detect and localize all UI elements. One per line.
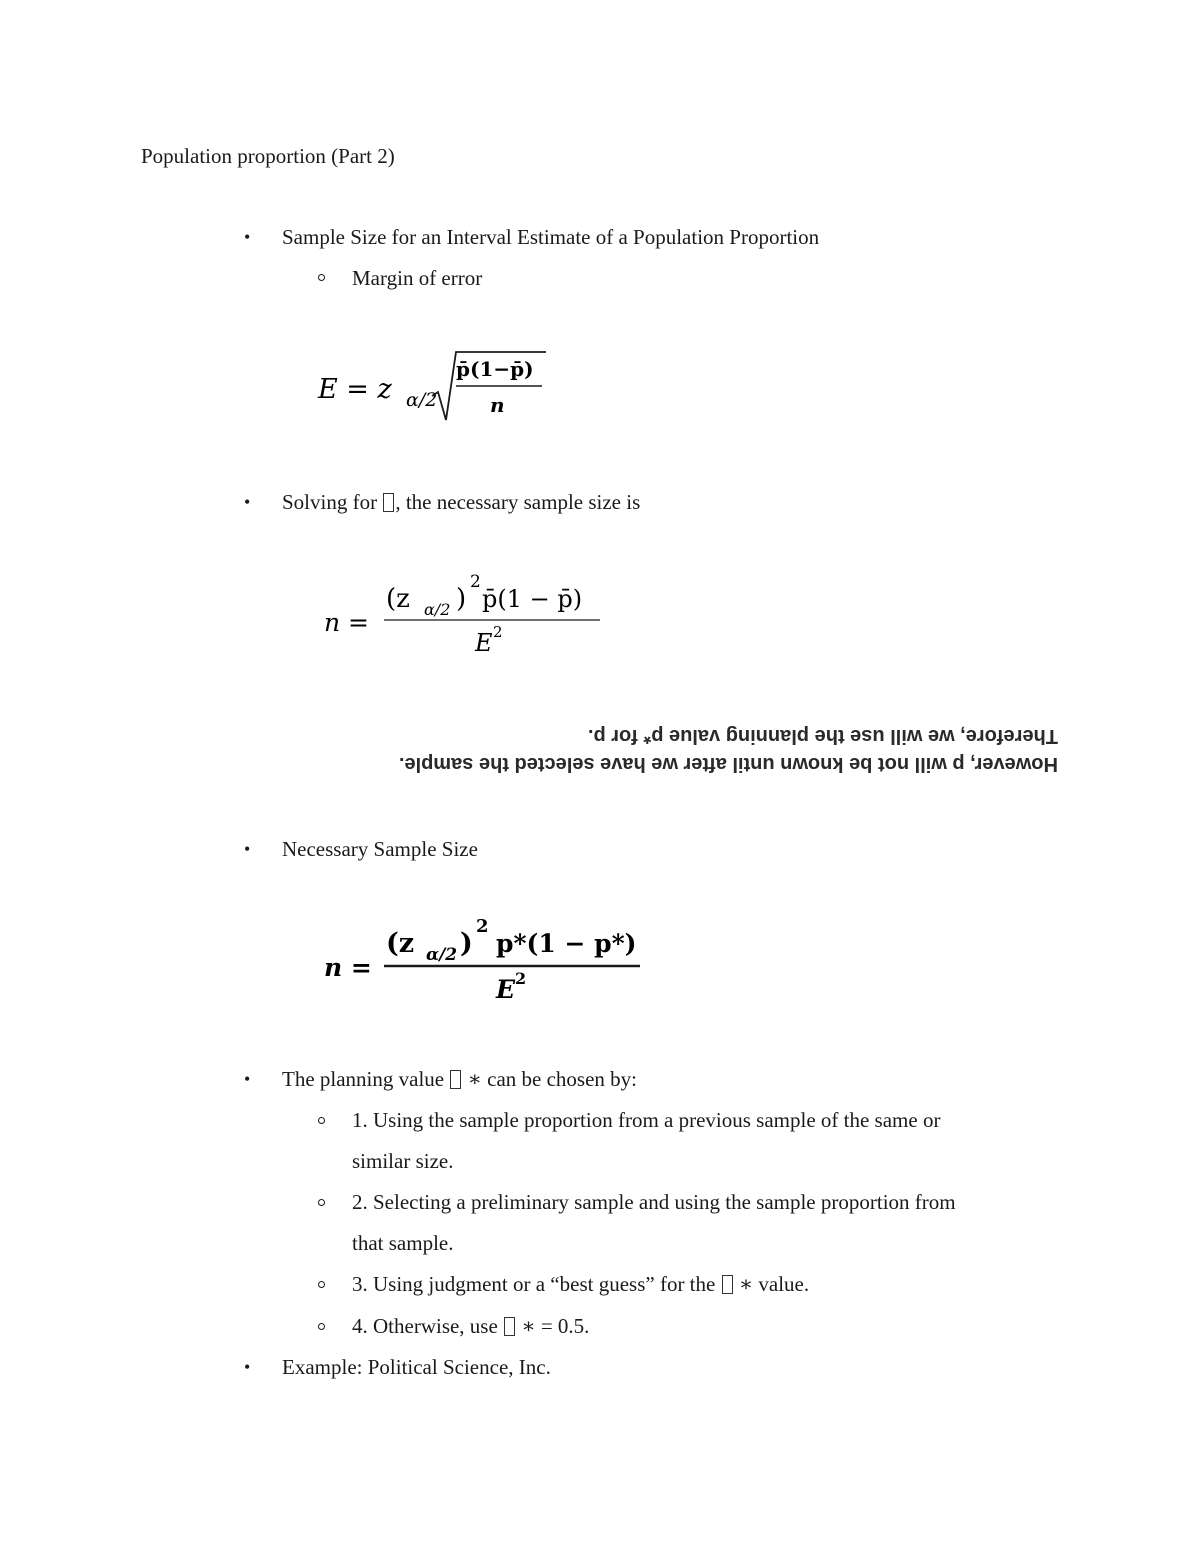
sub-bullet-icon (318, 1117, 325, 1124)
text-fragment: 3. Using judgment or a “best guess” for the (352, 1272, 721, 1296)
text-fragment: , the necessary sample size is (395, 490, 641, 514)
formula-exponent: 2 (470, 572, 481, 592)
formula-lhs: n = (324, 608, 369, 637)
formula-exponent: 2 (476, 916, 489, 937)
bullet-icon: • (244, 227, 251, 247)
option-2-line-1: 2. Selecting a preliminary sample and using the sample proportion from (352, 1190, 956, 1214)
formula-lhs: n = (324, 953, 372, 982)
list-item-sample-size-heading: Sample Size for an Interval Estimate of a Population Proportion (282, 225, 820, 249)
sub-bullet-icon (318, 274, 325, 281)
text-fragment: Solving for (282, 490, 383, 514)
sample-size-pstar-formula (320, 910, 650, 1005)
formula-subscript: α/2 (426, 945, 458, 965)
formula-numerator-rest: p̄(1 − p̄) (482, 585, 583, 613)
text-fragment: ∗ value. (733, 1272, 810, 1296)
bullet-icon: • (244, 839, 251, 859)
missing-glyph-icon (504, 1317, 515, 1336)
formula-denominator-exponent: 2 (493, 623, 503, 641)
sub-bullet-icon (318, 1199, 325, 1206)
margin-of-error-formula (310, 348, 560, 428)
formula-subscript: α/2 (424, 600, 451, 619)
missing-glyph-icon (450, 1070, 461, 1089)
formula-denominator-exponent: 2 (515, 969, 527, 988)
formula-subscript: α/2 (406, 389, 438, 411)
formula-close-paren: ) (460, 928, 473, 959)
formula-denominator: n (490, 393, 505, 417)
flipped-note-line-1: Therefore, we will use the planning value p* for p. (587, 725, 1058, 747)
list-item-solving-for (282, 492, 640, 513)
option-1-line-1: 1. Using the sample proportion from a previous sample of the same or (352, 1108, 941, 1132)
text-fragment: ∗ = 0.5. (516, 1314, 590, 1338)
formula-open-paren: (z (386, 584, 410, 614)
formula-numerator: p̄(1−p̄) (456, 357, 534, 381)
sub-bullet-icon (318, 1281, 325, 1288)
option-2-line-2: that sample. (352, 1231, 454, 1255)
text-fragment: ∗ can be chosen by: (462, 1067, 638, 1091)
list-item-planning-value (282, 1069, 637, 1090)
text-fragment: The planning value (282, 1067, 450, 1091)
bullet-icon: • (244, 492, 251, 512)
option-4 (352, 1316, 589, 1337)
formula-numerator-rest: p*(1 − p*) (496, 929, 637, 958)
formula-close-paren: ) (456, 584, 467, 614)
formula-denominator: E (496, 975, 516, 1004)
flipped-note (318, 722, 1058, 778)
bullet-icon: • (244, 1069, 251, 1089)
option-1-line-2: similar size. (352, 1149, 454, 1173)
formula-denominator: E (475, 629, 493, 657)
sub-bullet-icon (318, 1323, 325, 1330)
text-fragment: 4. Otherwise, use (352, 1314, 504, 1338)
list-item-necessary-sample-size: Necessary Sample Size (282, 837, 478, 861)
sample-size-pbar-formula (320, 565, 610, 660)
bullet-icon: • (244, 1357, 251, 1377)
flipped-note-line-2: However, p will not be known until after we have selected the sample. (398, 753, 1058, 775)
list-item-example: Example: Political Science, Inc. (282, 1355, 551, 1379)
missing-glyph-icon (383, 493, 394, 512)
list-item-margin-of-error: Margin of error (352, 266, 483, 290)
formula-lhs: E = z (318, 374, 392, 405)
formula-open-paren: (z (386, 928, 415, 959)
page-title: Population proportion (Part 2) (141, 144, 395, 168)
option-3 (352, 1274, 809, 1295)
missing-glyph-icon (722, 1275, 733, 1294)
